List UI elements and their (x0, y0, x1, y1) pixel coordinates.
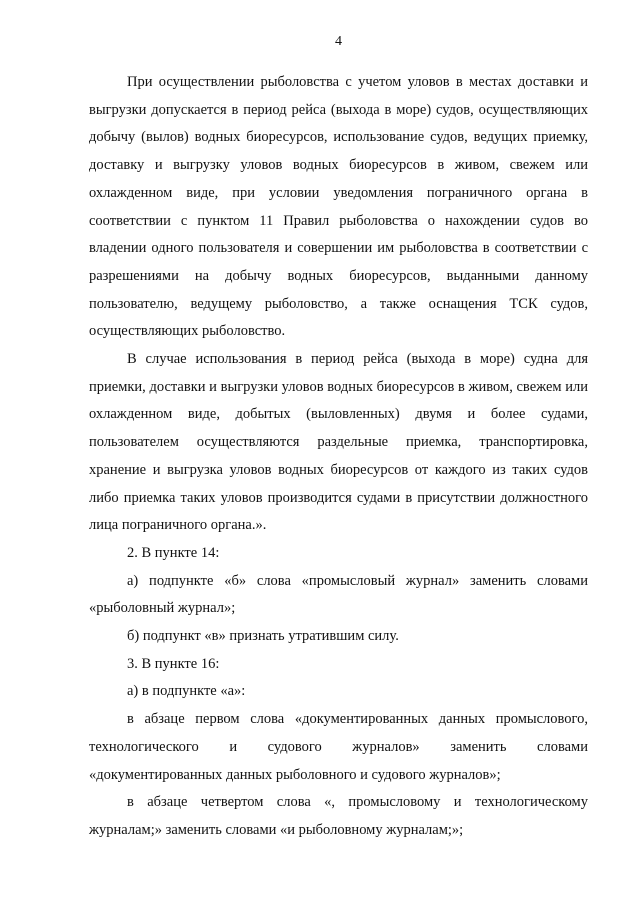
paragraph-item-16-heading: 3. В пункте 16: (127, 655, 220, 672)
paragraph-item-16-a-first-clause: в абзаце первом слова «документированных данных промыслового, технологического и судового журналов» заменить словами «документированных данных рыболовного и судового журналов»; (89, 711, 588, 783)
paragraph-item-14-b: б) подпункт «в» признать утратившим силу. (127, 628, 399, 645)
page-number: 4 (335, 34, 342, 49)
paragraph-fishing-with-catch-accounting: При осуществлении рыболовства с учетом уловов в местах доставки и выгрузки допускается в период рейса (выхода в море) судов, осуществляющих добычу (вылов) водных биоресурсов, использование судов, ведущих приемку, доставку и выгрузку уловов водных биоресурсов в живом, свежем или охлажденном виде, при условии уведомления пограничного органа в соответствии с пунктом 11 Правил рыболовства о нахождении судов во владении одного пользователя и совершении им рыболовства в соответствии с разрешениями на добычу водных биоресурсов, выданными данному пользователю, ведущему рыболовство, а также оснащения ТСК судов, осуществляющих рыболовство. (89, 74, 588, 340)
paragraph-item-14-a: а) подпункте «б» слова «промысловый журнал» заменить словами «рыболовный журнал»; (89, 572, 588, 617)
paragraph-item-14-heading: 2. В пункте 14: (127, 544, 220, 561)
paragraph-vessel-use-case: В случае использования в период рейса (выхода в море) судна для приемки, доставки и выгрузки уловов водных биоресурсов в живом, свежем или охлажденном виде, добытых (выловленных) двумя и более судами, пользователем осуществляются раздельные приемка, транспортировка, хранение и выгрузка уловов водных биоресурсов от каждого из таких судов либо приемка таких уловов производится судами в присутствии должностного лица пограничного органа.». (89, 351, 588, 534)
paragraph-item-16-a: а) в подпункте «а»: (127, 683, 246, 700)
paragraph-item-16-a-fourth-clause: в абзаце четвертом слова «, промысловому и технологическому журналам;» заменить словами «и рыболовному журналам;»; (89, 794, 588, 838)
